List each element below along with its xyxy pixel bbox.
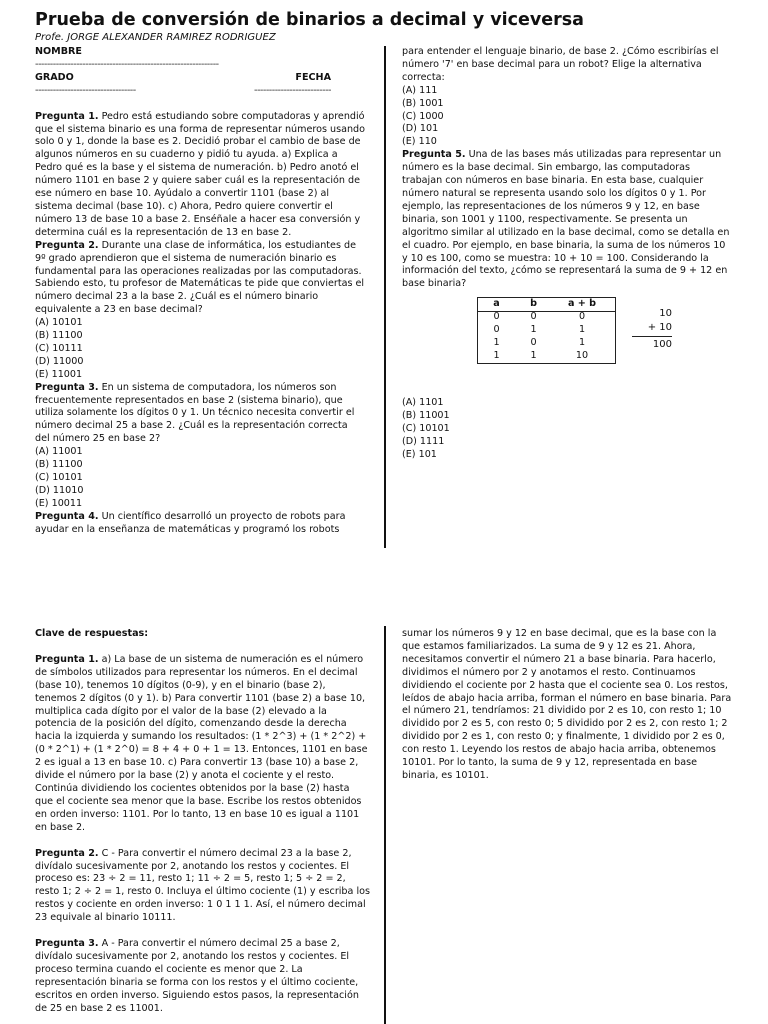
option[interactable]: (D) 11010 — [35, 484, 84, 496]
table-row — [478, 311, 615, 324]
author-line: Profe. JORGE ALEXANDER RAMIREZ RODRIGUEZ — [35, 32, 276, 43]
question-4-start: Pregunta 4. Un científico desarrolló un proyecto de robots para ayudar en la enseñanza de matemáticas y programó los robots — [35, 510, 346, 535]
example-sum — [632, 307, 672, 352]
grado-fecha-row — [35, 72, 331, 85]
table-cell: 1 — [493, 349, 500, 361]
option[interactable]: (A) 1101 — [402, 397, 444, 409]
table-cell: 1 — [493, 336, 500, 348]
table-row — [478, 324, 615, 337]
table-cell: 1 — [578, 324, 586, 335]
option[interactable]: (B) 11100 — [35, 459, 83, 471]
table-row — [478, 337, 615, 350]
table-header-cell: b — [530, 298, 537, 310]
option[interactable]: (A) 11001 — [35, 446, 83, 458]
grado-fecha-lines — [35, 85, 331, 98]
nombre-line[interactable]: -------------------------------------------------------------- — [35, 58, 219, 70]
binary-addition-figure — [402, 291, 732, 397]
table-cell: 0 — [530, 336, 537, 348]
option[interactable]: (B) 11100 — [35, 330, 83, 342]
table-cell: 1 — [578, 336, 586, 348]
question-1: Pregunta 1. Pedro está estudiando sobre computadoras y aprendió que el sistema binario es una forma de representar números usando solo 0 y 1, donde la base es 2. Decidió probar el cambio de base de algunos números en su cuaderno y pidió tu ayuda. a) Explica a Pedro qué es la base y el sistema de numeración. b) Pedro anotó el número 1101 en base 2 y quiere saber cuál es la representación de ese número en base 10. Ayúdalo a convertir 1101 (base 2) al sistema decimal (base 10). c) Ahora, Pedro quiere convertir el número 13 de base 10 a base 2. Enséñale a hacer esa conversión y determina cuál es la representación de 13 en base 2. — [35, 110, 365, 238]
table-cell: 0 — [493, 311, 500, 323]
question-4-options — [402, 85, 732, 150]
table-cell: 0 — [530, 311, 537, 323]
question-3-options — [35, 446, 365, 511]
left-column-top — [35, 46, 365, 537]
option[interactable]: (E) 101 — [402, 448, 437, 460]
answer-1: Pregunta 1. a) La base de un sistema de numeración es el número de símbolos utilizados para representar los números. En el decimal (base 10), tenemos 10 dígitos (0-9), y en el binario (base 2), tenemos 2 dígitos (0 y 1). b) Para convertir 1101 (base 2) a base 10, multiplica cada dígito por el valor de la base (2) elevado a la potencia de la posición del dígito, comenzando desde la derecha hacia la izquierda y sumando los resultados: (1 * 2^3) + (1 * 2^2) + (0 * 2^1) + (1 * 2^0) = 8 + 4 + 0 + 1 = 13. Entonces, 1101 en base 2 es igual a 13 en base 10. c) Para convertir 13 (base 10) a base 2, divide el número por la base (2) y anota el cociente y el resto. Continúa dividiendo los cocientes obtenidos por la base (2) hasta que el cociente sea menor que la base. Escribe los restos obtenidos en orden inverso: 1101. Por lo tanto, 13 en base 10 es igual a 1101 en base 2. — [35, 653, 368, 833]
answer-3: Pregunta 3. A - Para convertir el número decimal 25 a base 2, divídalo sucesivamente por 2, anotando los restos y cocientes. El proceso termina cuando el cociente es menor que 2. La representación binaria se forma con los restos y el último cociente, escritos en orden inverso. Siguiendo estos pasos, la representación de 25 en base 2 es 11001. — [35, 938, 359, 1014]
option[interactable]: (B) 1001 — [402, 97, 444, 109]
right-column-bottom — [402, 628, 732, 783]
option[interactable]: (C) 10101 — [35, 472, 83, 483]
option[interactable]: (C) 10101 — [402, 423, 450, 435]
table-header-cell: a + b — [567, 298, 597, 310]
grado-label: GRADO — [35, 71, 74, 83]
column-divider-top — [384, 46, 386, 548]
right-column-top — [402, 46, 732, 462]
page-title: Prueba de conversión de binarios a decimal y viceversa — [35, 10, 584, 30]
option[interactable]: (A) 111 — [402, 84, 438, 96]
addition-table — [477, 297, 616, 364]
sum-result: 100 — [652, 339, 672, 351]
option[interactable]: (C) 1000 — [402, 110, 444, 122]
sum-top: 10 — [659, 308, 672, 320]
option[interactable]: (C) 10111 — [35, 342, 83, 354]
table-cell: 1 — [530, 324, 537, 335]
question-5-options — [402, 397, 732, 462]
table-cell: 10 — [575, 349, 589, 361]
option[interactable]: (D) 11000 — [35, 355, 84, 367]
sum-addend: + 10 — [647, 321, 672, 333]
answer-5-continuation: sumar los números 9 y 12 en base decimal, que es la base con la que estamos familiarizados. La suma de 9 y 12 es 21. Ahora, necesitamos convertir el número 21 a base binaria. Para hacerlo, dividimos el número por 2 y anotamos el resto. Continuamos dividiendo el cociente por 2 hasta que el cociente sea 0. Los restos, leídos de abajo hacia arriba, forman el número en base binaria. Para el número 21, tendríamos: 21 dividido por 2 es 10, con resto 1; 10 dividido por 2 es 5, con resto 0; 5 dividido por 2 es 2, con resto 1; 2 dividido por 2 es 1, con resto 0; y finalmente, 1 dividido por 2 es 0, con resto 1. Leyendo los restos de abajo hacia arriba, obtenemos 10101. Por lo tanto, la suma de 9 y 12, representada en base binaria, es 10101. — [402, 628, 732, 781]
option[interactable]: (D) 1111 — [402, 435, 445, 447]
column-divider-bottom — [384, 626, 386, 1024]
table-header-cell: a — [493, 298, 500, 310]
nombre-label: NOMBRE — [35, 46, 82, 57]
question-2: Pregunta 2. Durante una clase de informática, los estudiantes de 9º grado aprendieron que el sistema de numeración binario es fundamental para las operaciones realizadas por las computadoras. Sabiendo esto, tu profesor de Matemáticas te pide que conviertas el número decimal 23 a la base 2. ¿Cuál es el número binario equivalente a 23 en base decimal? — [35, 239, 365, 316]
table-row — [478, 350, 615, 363]
question-5: Pregunta 5. Una de las bases más utilizadas para representar un número es la base decimal. Sin embargo, las computadoras trabajan con números en base binaria. En esta base, cualquier número natural se representa usando solo los dígitos 0 y 1. Por ejemplo, las representaciones de los números 9 y 12, en base binaria, son 1001 y 1100, respectivamente. Se presenta un algoritmo similar al utilizado en la base decimal, como se detalla en el cuadro. Por ejemplo, en base binaria, la suma de los números 10 y 10 es 100, como se muestra: 10 + 10 = 100. Considerando la información del texto, ¿cómo se representará la suma de 9 + 12 en base binaria? — [402, 149, 730, 290]
question-2-options — [35, 317, 365, 382]
table-cell: 1 — [530, 349, 537, 361]
table-header-row — [478, 298, 615, 311]
option[interactable]: (E) 11001 — [35, 368, 83, 380]
option[interactable]: (A) 10101 — [35, 317, 83, 329]
fecha-line[interactable]: -------------------------- — [253, 84, 331, 96]
table-cell: 0 — [493, 324, 500, 335]
fecha-label: FECHA — [295, 71, 331, 83]
option[interactable]: (B) 11001 — [402, 410, 450, 422]
question-3: Pregunta 3. En un sistema de computadora, los números son frecuentemente representados en base 2 (sistema binario), que utiliza solamente los dígitos 0 y 1. Un técnico necesita convertir el número decimal 25 a base 2. ¿Cuál es la representación correcta del número 25 en base 2? — [35, 381, 355, 445]
answer-2: Pregunta 2. C - Para convertir el número decimal 23 a la base 2, divídalo sucesivamente por 2, anotando los restos y cocientes. El proceso es: 23 ÷ 2 = 11, resto 1; 11 ÷ 2 = 5, resto 1; 5 ÷ 2 = 2, resto 1; 2 ÷ 2 = 1, resto 0. Incluya el último cociente (1) y escriba los restos y cociente en orden inverso: 1 0 1 1 1. Así, el número decimal 23 equivale al binario 10111. — [35, 847, 370, 924]
option[interactable]: (D) 101 — [402, 123, 439, 135]
grado-line[interactable]: ---------------------------------- — [35, 84, 136, 96]
question-4-continuation: para entender el lenguaje binario, de base 2. ¿Cómo escribirías el número '7' en base decimal para un robot? Elige la alternativa correcta: — [402, 46, 719, 83]
table-cell: 0 — [578, 311, 586, 323]
option[interactable]: (E) 10011 — [35, 497, 83, 509]
option[interactable]: (E) 110 — [402, 136, 437, 148]
left-column-bottom — [35, 628, 370, 1015]
answer-key-title: Clave de respuestas: — [35, 628, 149, 639]
